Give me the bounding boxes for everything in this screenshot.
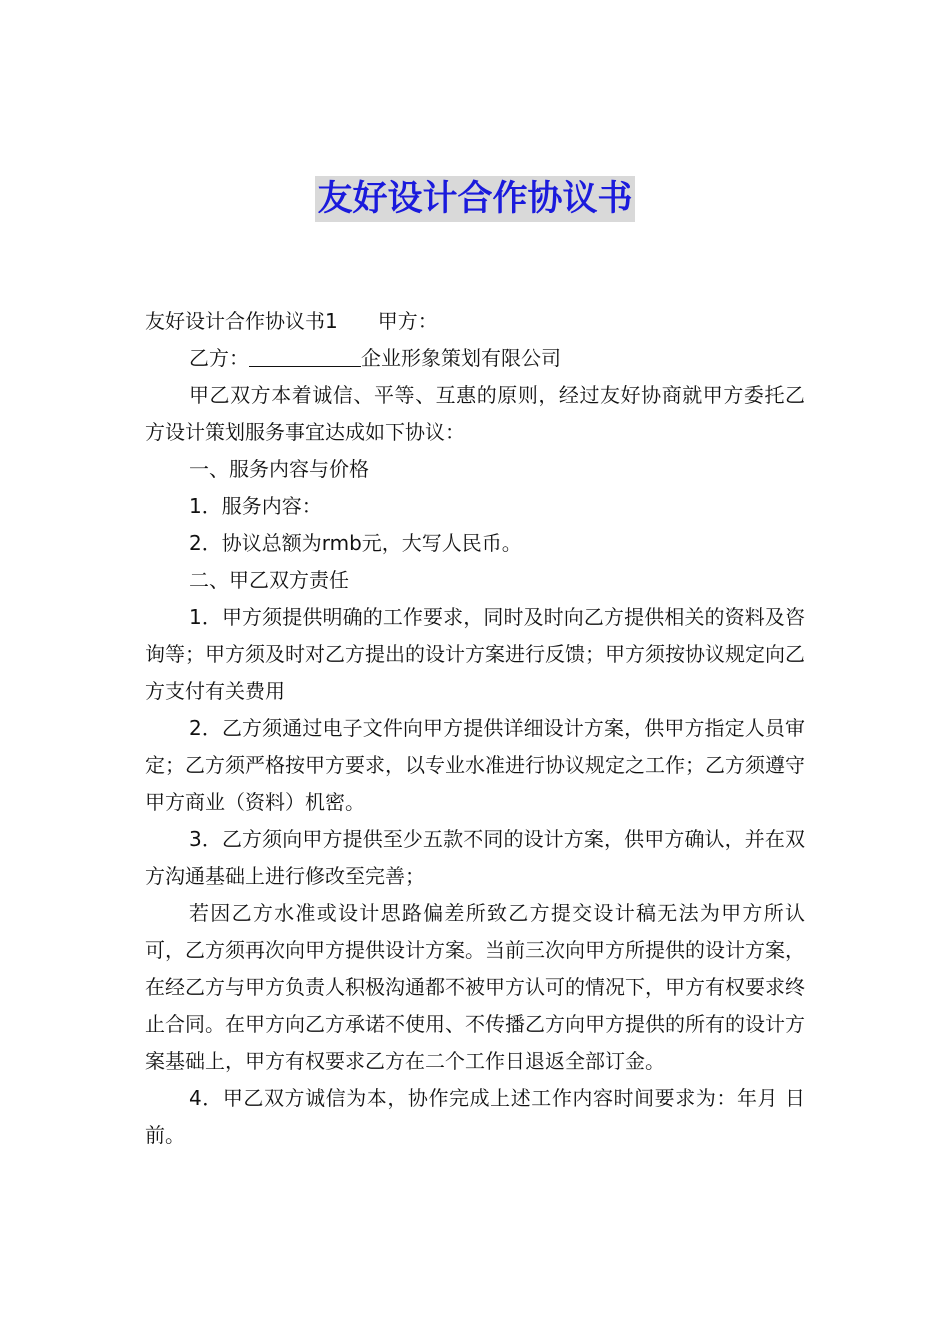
party-b-prefix: 乙方：: [189, 346, 249, 370]
title-container: [0, 176, 950, 222]
clause-party-b-duties: 2．乙方须通过电子文件向甲方提供详细设计方案，供甲方指定人员审定；乙方须严格按甲方要求，以专业水准进行协议规定之工作；乙方须遵守甲方商业（资料）机密。: [145, 716, 805, 814]
heading-line: [145, 303, 805, 340]
clause-timeline: 4．甲乙双方诚信为本，协作完成上述工作内容时间要求为：年月 日前。: [145, 1086, 805, 1147]
paragraph-intro: 甲乙双方本着诚信、平等、互惠的原则，经过友好协商就甲方委托乙方设计策划服务事宜达成如下协议：: [145, 383, 805, 444]
paragraph-termination: 若因乙方水准或设计思路偏差所致乙方提交设计稿无法为甲方所认可，乙方须再次向甲方提供设计方案。当前三次向甲方所提供的设计方案，在经乙方与甲方负责人积极沟通都不被甲方认可的情况下，甲方有权要求终止合同。在甲方向乙方承诺不使用、不传播乙方向甲方提供的所有的设计方案基础上，甲方有权要求乙方在二个工作日退返全部订金。: [145, 901, 805, 1073]
agreement-label: 友好设计合作协议书1: [145, 309, 338, 333]
party-a-label: 甲方：: [377, 309, 438, 333]
party-b-line: [145, 340, 805, 377]
document-title: 友好设计合作协议书: [315, 176, 634, 222]
section-heading-service: 一、服务内容与价格: [189, 457, 369, 481]
clause-party-a-duties: 1．甲方须提供明确的工作要求，同时及时向乙方提供相关的资料及咨询等；甲方须及时对乙方提出的设计方案进行反馈；甲方须按协议规定向乙方支付有关费用: [145, 605, 805, 703]
document-body: [145, 303, 805, 1154]
party-b-blank: [249, 346, 361, 367]
clause-design-proposals: 3．乙方须向甲方提供至少五款不同的设计方案，供甲方确认，并在双方沟通基础上进行修改至完善；: [145, 827, 805, 888]
section-heading-responsibilities: 二、甲乙双方责任: [189, 568, 349, 592]
clause-total-amount: 2．协议总额为rmb元，大写人民币。: [189, 531, 522, 555]
clause-service-content: 1．服务内容：: [189, 494, 322, 518]
party-b-company: 企业形象策划有限公司: [361, 346, 561, 370]
